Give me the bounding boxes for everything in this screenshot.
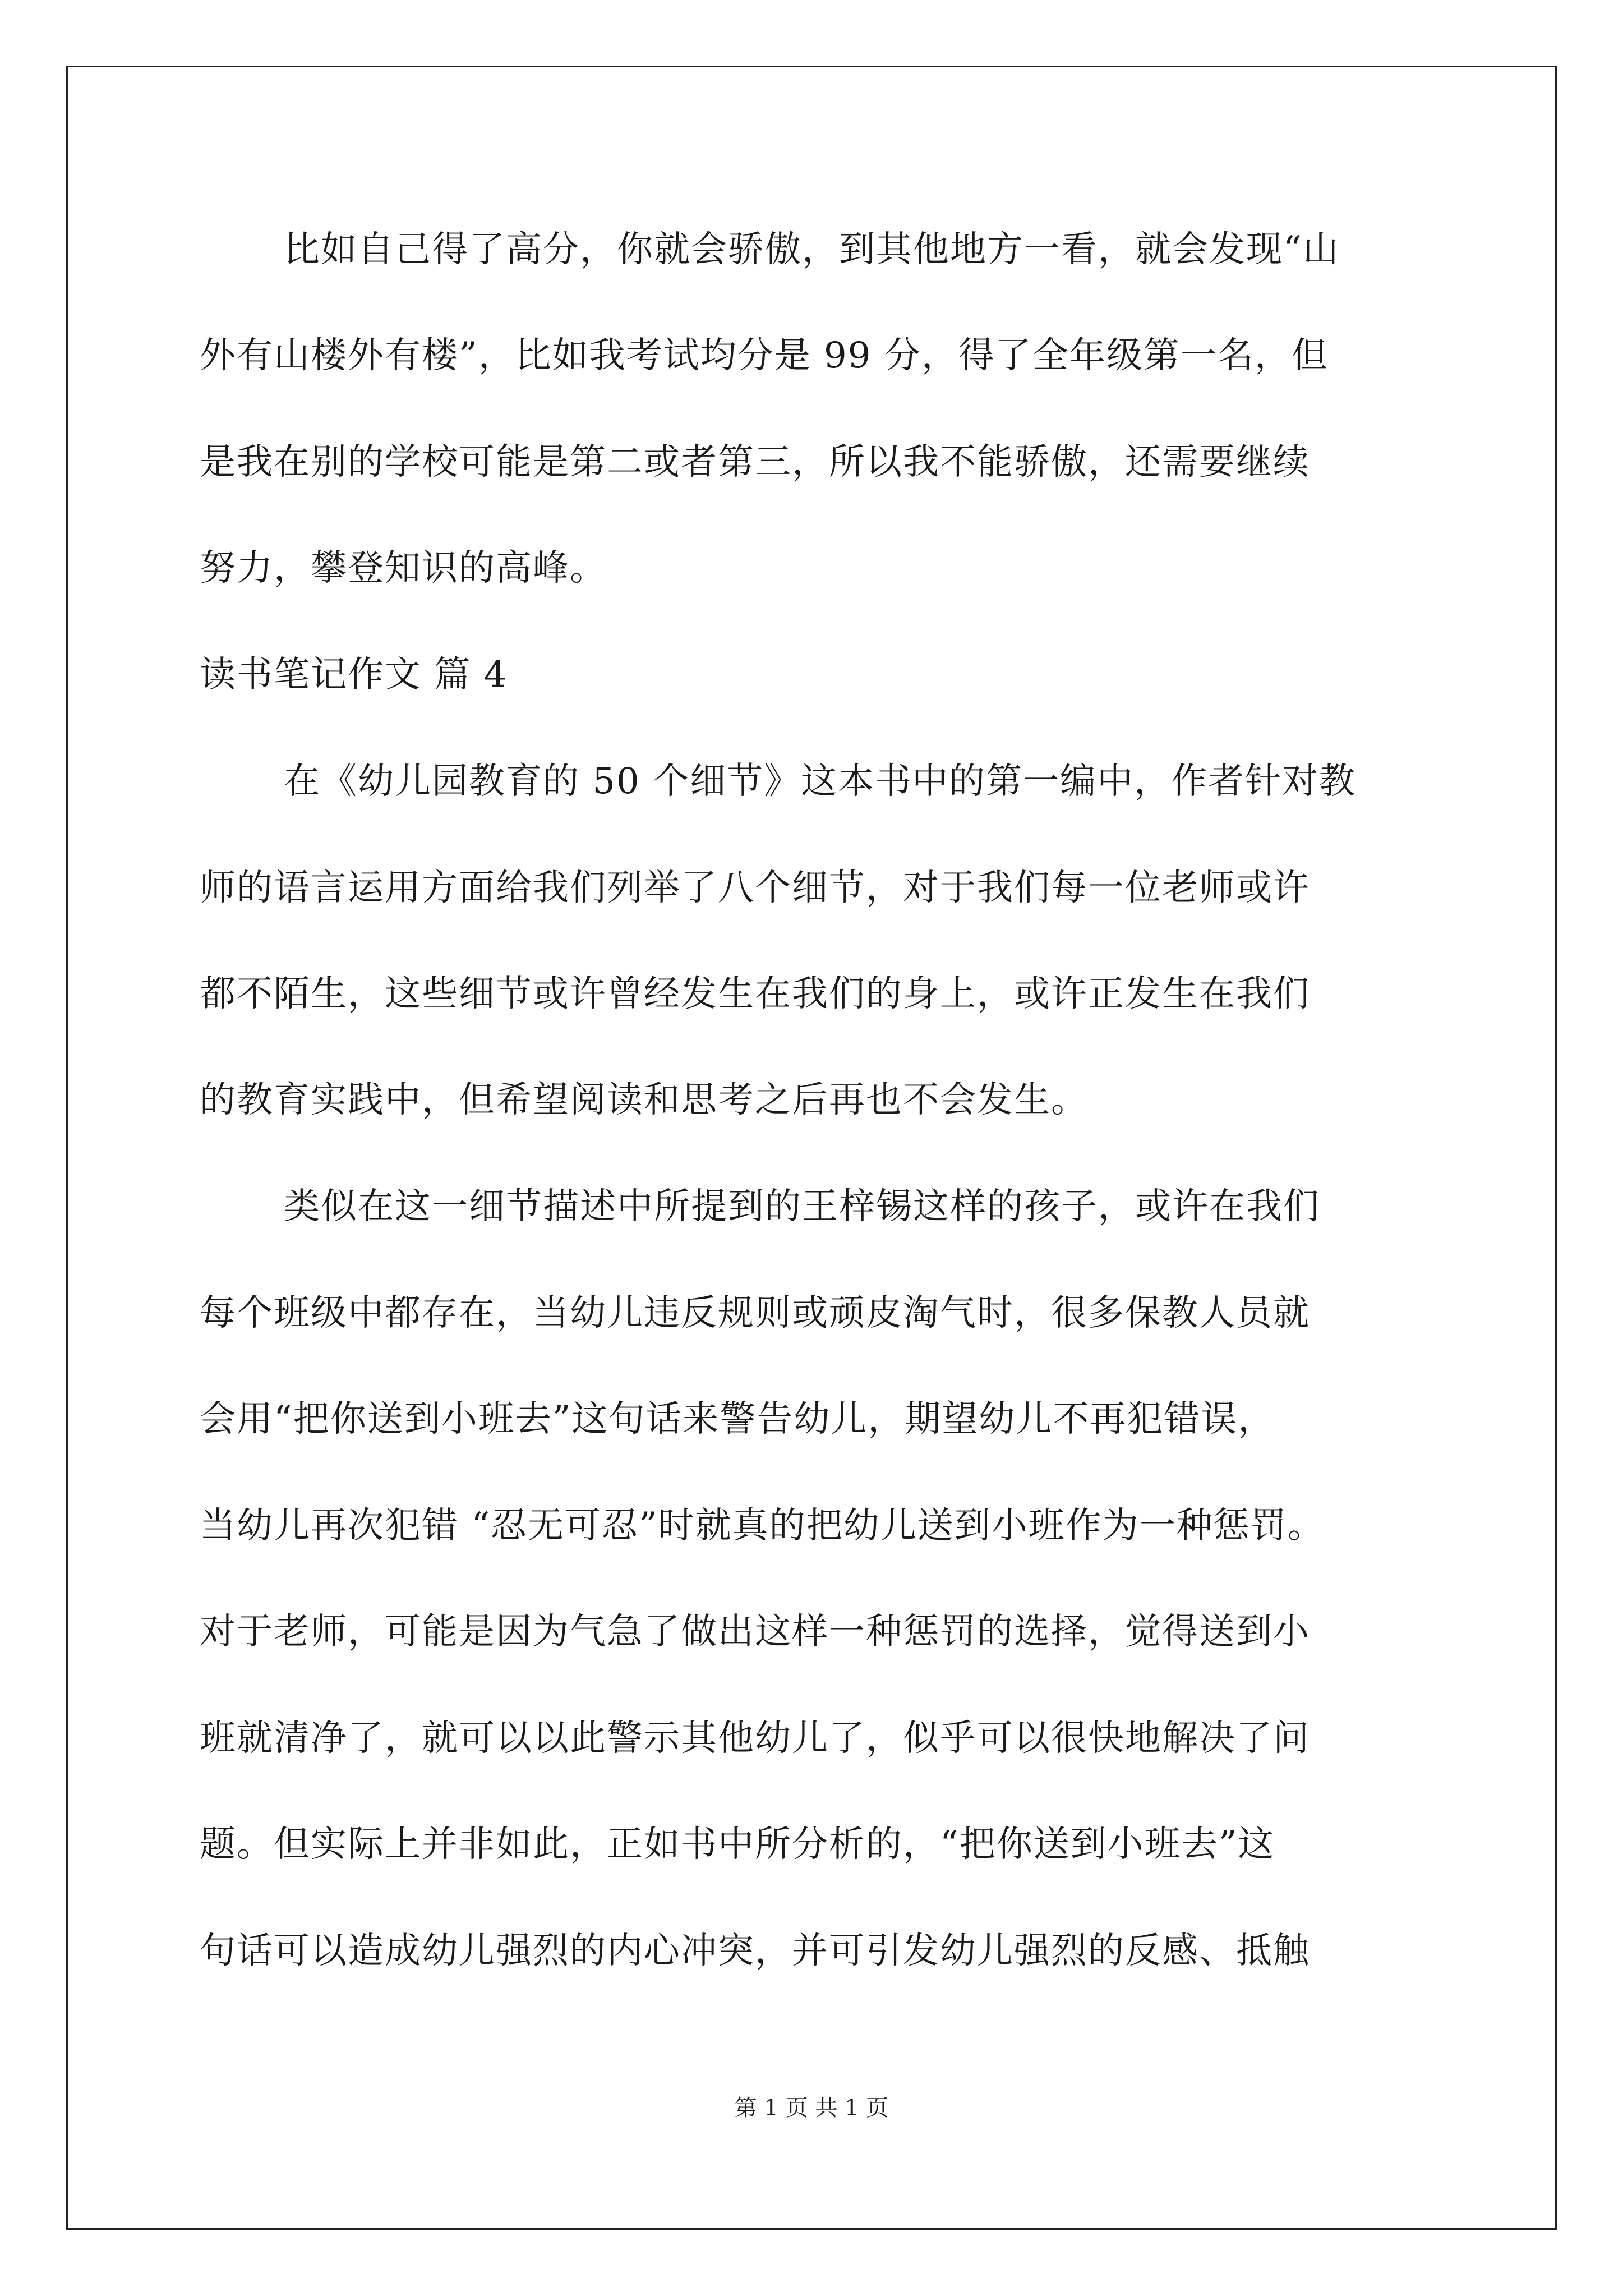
paragraph-line: 都不陌生，这些细节或许曾经发生在我们的身上，或许正发生在我们 — [200, 973, 1310, 1015]
page-footer: 第 1 页 共 1 页 — [734, 2095, 889, 2121]
paragraph-line: 的教育实践中，但希望阅读和思考之后再也不会发生。 — [200, 1079, 1088, 1121]
page-border — [66, 66, 1557, 2230]
section-heading: 读书笔记作文 篇 4 — [200, 654, 508, 696]
paragraph-line: 题。但实际上并非如此，正如书中所分析的，“把你送到小班去”这 — [200, 1824, 1275, 1865]
paragraph-line: 每个班级中都存在，当幼儿违反规则或顽皮淘气时，很多保教人员就 — [200, 1292, 1310, 1334]
paragraph-line: 班就清净了，就可以以此警示其他幼儿了，似乎可以很快地解决了问 — [200, 1718, 1310, 1759]
paragraph-line: 在《幼儿园教育的 50 个细节》这本书中的第一编中，作者针对教 — [284, 761, 1357, 802]
paragraph-line: 比如自己得了高分，你就会骄傲，到其他地方一看，就会发现“山 — [284, 229, 1340, 270]
paragraph-line: 当幼儿再次犯错 “忍无可忍”时就真的把幼儿送到小班作为一种惩罚。 — [200, 1505, 1325, 1547]
paragraph-line: 努力，攀登知识的高峰。 — [200, 547, 607, 589]
paragraph-line: 师的语言运用方面给我们列举了八个细节，对于我们每一位老师或许 — [200, 867, 1310, 909]
paragraph-line: 会用“把你送到小班去”这句话来警告幼儿，期望幼儿不再犯错误， — [200, 1398, 1275, 1440]
paragraph-line: 是我在别的学校可能是第二或者第三，所以我不能骄傲，还需要继续 — [200, 441, 1310, 483]
paragraph-line: 对于老师，可能是因为气急了做出这样一种惩罚的选择，觉得送到小 — [200, 1611, 1310, 1653]
paragraph-line: 外有山楼外有楼”，比如我考试均分是 99 分，得了全年级第一名，但 — [200, 335, 1329, 376]
paragraph-line: 句话可以造成幼儿强烈的内心冲突，并可引发幼儿强烈的反感、抵触 — [200, 1930, 1310, 1972]
paragraph-line: 类似在这一细节描述中所提到的王梓锡这样的孩子，或许在我们 — [284, 1186, 1320, 1227]
